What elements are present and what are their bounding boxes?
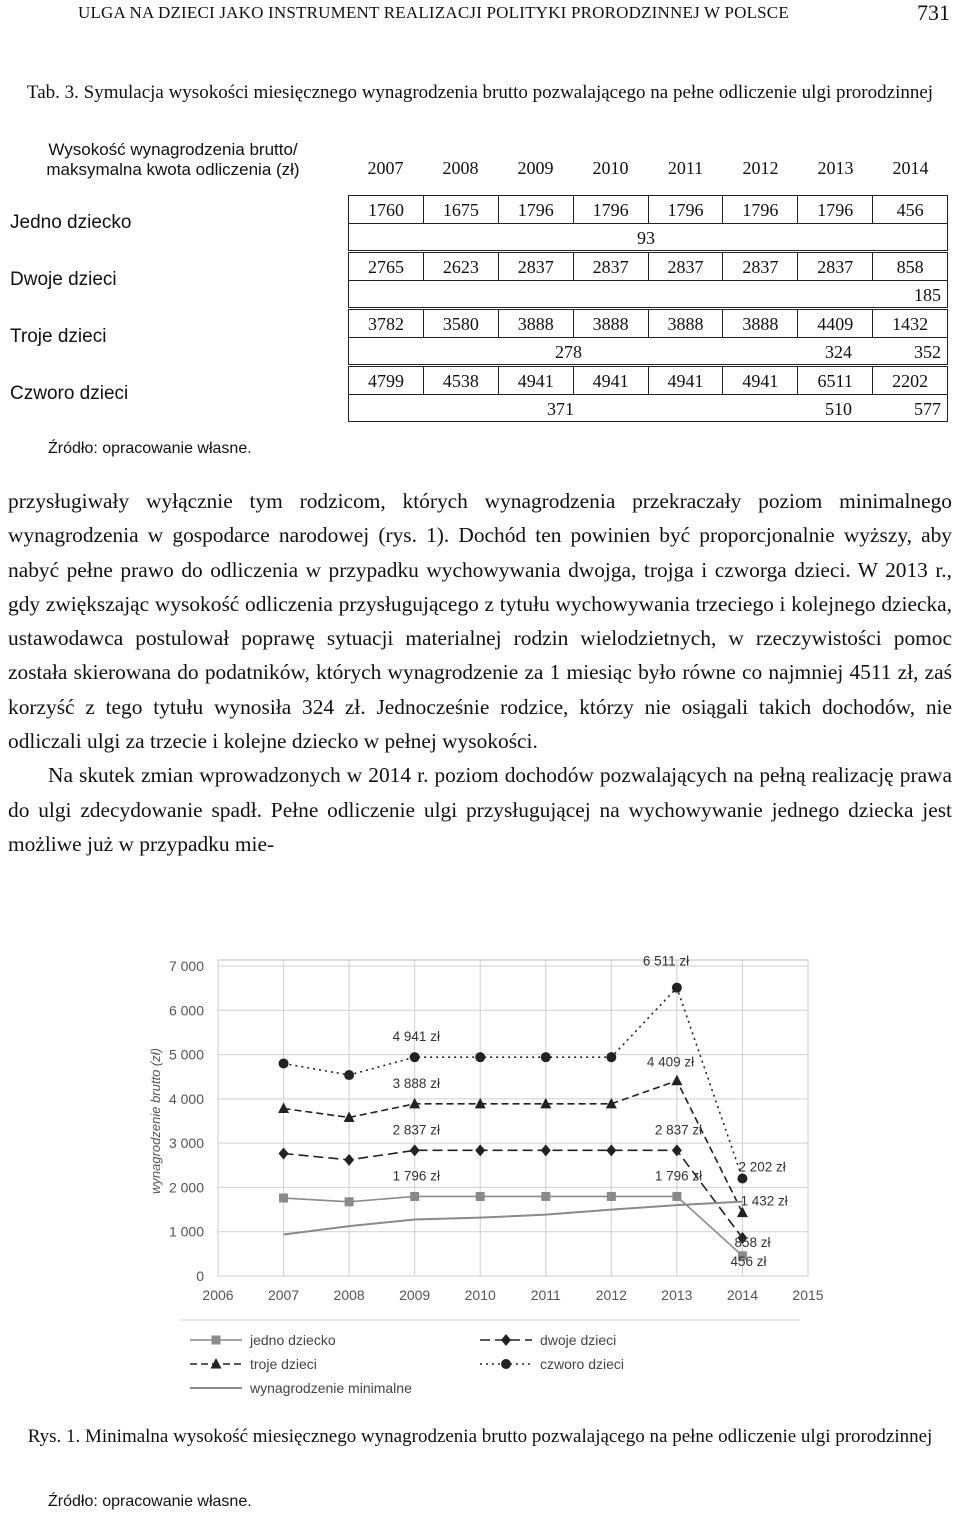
data-point-diamond bbox=[541, 1144, 551, 1156]
data-point-square bbox=[541, 1192, 550, 1201]
y-tick-label: 0 bbox=[196, 1268, 204, 1284]
value-cell: 2837 bbox=[574, 252, 649, 280]
value-cell: 4941 bbox=[574, 366, 649, 394]
legend-item bbox=[480, 1356, 624, 1372]
deduction-value: 93 bbox=[637, 228, 655, 248]
data-point-circle bbox=[501, 1359, 511, 1369]
running-title: ULGA NA DZIECI JAKO INSTRUMENT REALIZACJI POLITYKI PRORODZINNEJ W POLSCE bbox=[78, 3, 789, 22]
value-cell: 2623 bbox=[424, 252, 499, 280]
line-chart bbox=[150, 948, 830, 1408]
figure-caption: Rys. 1. Minimalna wysokość miesięcznego wynagrodzenia brutto pozwalającego na pełne odliczenie ulgi prorodzinnej bbox=[27, 1426, 933, 1447]
legend-label: jedno dziecko bbox=[250, 1332, 336, 1348]
value-cell: 3888 bbox=[723, 309, 798, 337]
row-label-three-children: Troje dzieci bbox=[10, 326, 107, 347]
body-text bbox=[8, 484, 952, 861]
value-cell: 4941 bbox=[499, 366, 574, 394]
legend-item bbox=[190, 1380, 412, 1396]
data-point-circle bbox=[606, 1052, 616, 1062]
year-cell: 2014 bbox=[892, 158, 929, 178]
legend-label: troje dzieci bbox=[250, 1356, 317, 1372]
x-tick-label: 2008 bbox=[333, 1287, 365, 1303]
value-cell: 3782 bbox=[348, 309, 424, 337]
data-point-diamond bbox=[279, 1148, 289, 1160]
value-cell: 1796 bbox=[649, 195, 724, 223]
data-point-circle bbox=[475, 1052, 485, 1062]
year-header-row bbox=[348, 154, 948, 182]
deduction-value: 185 bbox=[914, 285, 941, 305]
value-cell: 1796 bbox=[723, 195, 798, 223]
deduction-value: 324 bbox=[825, 342, 852, 362]
data-label: 1 796 zł bbox=[392, 1168, 440, 1184]
value-cell: 2837 bbox=[723, 252, 798, 280]
data-label: 4 941 zł bbox=[392, 1029, 440, 1045]
x-tick-label: 2014 bbox=[726, 1287, 759, 1303]
data-label: 456 zł bbox=[730, 1253, 767, 1269]
year-cell: 2013 bbox=[817, 158, 854, 178]
y-tick-label: 5 000 bbox=[168, 1046, 204, 1063]
header-label-line2: maksymalna kwota odliczenia (zł) bbox=[46, 160, 300, 179]
legend-label: czworo dzieci bbox=[540, 1356, 625, 1372]
series-wynagrodzenie-minimalne bbox=[284, 1202, 743, 1235]
data-point-triangle bbox=[278, 1103, 289, 1114]
data-point-square bbox=[476, 1192, 485, 1201]
x-tick-label: 2015 bbox=[792, 1287, 824, 1303]
value-cell: 1796 bbox=[574, 195, 649, 223]
deduction-row bbox=[348, 280, 948, 308]
y-axis-label: wynagrodzenie brutto (zł) bbox=[148, 1048, 163, 1194]
row-label-four-children: Czworo dzieci bbox=[10, 383, 129, 404]
y-tick-label: 2 000 bbox=[168, 1179, 204, 1196]
y-tick-label: 6 000 bbox=[168, 1002, 204, 1019]
year-cell: 2008 bbox=[442, 158, 479, 178]
deduction-row bbox=[348, 337, 948, 365]
data-point-diamond bbox=[475, 1144, 485, 1156]
data-point-circle bbox=[410, 1052, 420, 1062]
data-label: 858 zł bbox=[734, 1235, 771, 1251]
page-number: 731 bbox=[917, 0, 950, 25]
value-cell: 2202 bbox=[873, 366, 948, 394]
body-paragraph: przysługiwały wyłącznie tym rodzicom, których wynagrodzenia przekraczały poziom minimalnego wynagrodzenia w gospodarce narodowej (rys. 1). Dochód ten powinien być proporcjonalnie wyższy, aby nabyć pełne prawo do odliczenia w przypadku wychowywania dwojga, trojga i czworga dzieci. W 2013 r., gdy zwiększając wysokość odliczenia przysługującego z tytułu wychowywania trzeciego i kolejnego dziecka, ustawodawca postulował poprawę sytuacji materialnej rodzin wielodzietnych, w rzeczywistości pomoc została skierowana do podatników, których wynagrodzenie za 1 miesiąc było równe co najmniej 4511 zł, zaś korzyść z tego tytułu wynosiła 324 zł. Jednocześnie rodzice, którzy nie osiągali takich dochodów, nie odliczali ulgi za trzecie i kolejne dziecko w pełnej wysokości. bbox=[8, 489, 952, 754]
x-tick-label: 2010 bbox=[464, 1287, 496, 1303]
data-label: 1 432 zł bbox=[740, 1193, 788, 1209]
y-tick-label: 4 000 bbox=[168, 1090, 204, 1107]
year-cell: 2007 bbox=[367, 158, 404, 178]
data-point-circle bbox=[541, 1052, 551, 1062]
value-cell: 1760 bbox=[348, 195, 424, 223]
value-cell: 3888 bbox=[649, 309, 724, 337]
data-label: 2 837 zł bbox=[392, 1122, 440, 1138]
x-tick-label: 2012 bbox=[595, 1287, 627, 1303]
data-point-circle bbox=[344, 1070, 354, 1080]
table-header-label bbox=[8, 140, 338, 180]
data-point-square bbox=[279, 1194, 288, 1203]
table-source-note: Źródło: opracowanie własne. bbox=[48, 440, 252, 457]
value-cell: 3888 bbox=[574, 309, 649, 337]
value-cell: 1796 bbox=[798, 195, 873, 223]
x-tick-label: 2007 bbox=[267, 1287, 300, 1303]
legend-item bbox=[480, 1332, 616, 1348]
x-tick-label: 2009 bbox=[399, 1287, 431, 1303]
year-cell: 2011 bbox=[667, 158, 704, 178]
data-point-diamond bbox=[344, 1154, 354, 1166]
y-tick-label: 7 000 bbox=[168, 958, 204, 974]
data-label: 1 796 zł bbox=[654, 1168, 703, 1184]
table-row bbox=[348, 252, 948, 280]
data-point-diamond bbox=[501, 1334, 511, 1346]
value-cell: 1796 bbox=[499, 195, 574, 223]
legend-item bbox=[190, 1356, 317, 1372]
value-cell: 3888 bbox=[499, 309, 574, 337]
table-row bbox=[348, 195, 948, 223]
data-label: 2 202 zł bbox=[738, 1159, 786, 1175]
value-cell: 4409 bbox=[798, 309, 873, 337]
value-cell: 456 bbox=[873, 195, 948, 223]
legend-item bbox=[190, 1332, 336, 1348]
row-label-two-children: Dwoje dzieci bbox=[10, 269, 117, 290]
data-point-square bbox=[212, 1336, 221, 1345]
data-point-square bbox=[410, 1192, 419, 1201]
row-label-one-child: Jedno dziecko bbox=[10, 212, 132, 233]
data-point-circle bbox=[737, 1173, 747, 1183]
data-point-diamond bbox=[606, 1144, 616, 1156]
table-row bbox=[348, 309, 948, 337]
deduction-value: 278 bbox=[555, 342, 582, 362]
deduction-value: 510 bbox=[825, 399, 852, 419]
value-cell: 2837 bbox=[499, 252, 574, 280]
year-cell: 2009 bbox=[517, 158, 554, 178]
deduction-row bbox=[348, 394, 948, 422]
year-cell: 2012 bbox=[742, 158, 779, 178]
legend-label: wynagrodzenie minimalne bbox=[250, 1380, 412, 1396]
data-point-circle bbox=[279, 1058, 289, 1068]
data-label: 3 888 zł bbox=[392, 1075, 440, 1091]
data-point-square bbox=[607, 1192, 616, 1201]
deduction-row bbox=[348, 223, 948, 251]
value-cell: 2765 bbox=[348, 252, 424, 280]
value-cell: 1432 bbox=[873, 309, 948, 337]
header-label-line1: Wysokość wynagrodzenia brutto/ bbox=[48, 140, 298, 159]
data-point-square bbox=[345, 1197, 354, 1206]
value-cell: 1675 bbox=[424, 195, 499, 223]
value-cell: 2837 bbox=[649, 252, 724, 280]
data-label: 6 511 zł bbox=[642, 953, 690, 969]
data-label: 4 409 zł bbox=[646, 1054, 695, 1070]
value-cell: 858 bbox=[873, 252, 948, 280]
data-point-diamond bbox=[410, 1144, 420, 1156]
y-tick-label: 3 000 bbox=[168, 1135, 204, 1152]
value-cell: 6511 bbox=[798, 366, 873, 394]
deduction-value: 352 bbox=[914, 342, 941, 362]
data-point-square bbox=[672, 1192, 681, 1201]
table-caption: Tab. 3. Symulacja wysokości miesięcznego wynagrodzenia brutto pozwalającego na pełne odliczenie ulgi prorodzinnej bbox=[26, 82, 934, 103]
value-cell: 2837 bbox=[798, 252, 873, 280]
figure-source-note: Źródło: opracowanie własne. bbox=[48, 1493, 252, 1510]
plot-area-frame bbox=[218, 960, 808, 1276]
data-label: 2 837 zł bbox=[654, 1122, 703, 1138]
value-cell: 4941 bbox=[723, 366, 798, 394]
deduction-value: 371 bbox=[547, 399, 574, 419]
value-cell: 4538 bbox=[424, 366, 499, 394]
data-point-triangle bbox=[671, 1075, 682, 1086]
x-tick-label: 2013 bbox=[661, 1287, 693, 1303]
value-cell: 3580 bbox=[424, 309, 499, 337]
value-cell: 4799 bbox=[348, 366, 424, 394]
data-point-circle bbox=[672, 983, 682, 993]
legend-label: dwoje dzieci bbox=[540, 1332, 617, 1348]
x-tick-label: 2006 bbox=[202, 1287, 234, 1303]
year-cell: 2010 bbox=[592, 158, 629, 178]
y-tick-label: 1 000 bbox=[168, 1223, 204, 1240]
table-row bbox=[348, 366, 948, 394]
body-paragraph: Na skutek zmian wprowadzonych w 2014 r. poziom dochodów pozwalających na pełną realizację prawa do ulgi zdecydowanie spadł. Pełne odliczenie ulgi przysługującej na wychowywanie jednego dziecka jest możliwe już w przypadku mie- bbox=[8, 763, 952, 856]
x-tick-label: 2011 bbox=[530, 1287, 561, 1303]
running-header bbox=[0, 0, 960, 36]
value-cell: 4941 bbox=[649, 366, 724, 394]
series-line bbox=[284, 1202, 743, 1235]
deduction-value: 577 bbox=[914, 399, 941, 419]
